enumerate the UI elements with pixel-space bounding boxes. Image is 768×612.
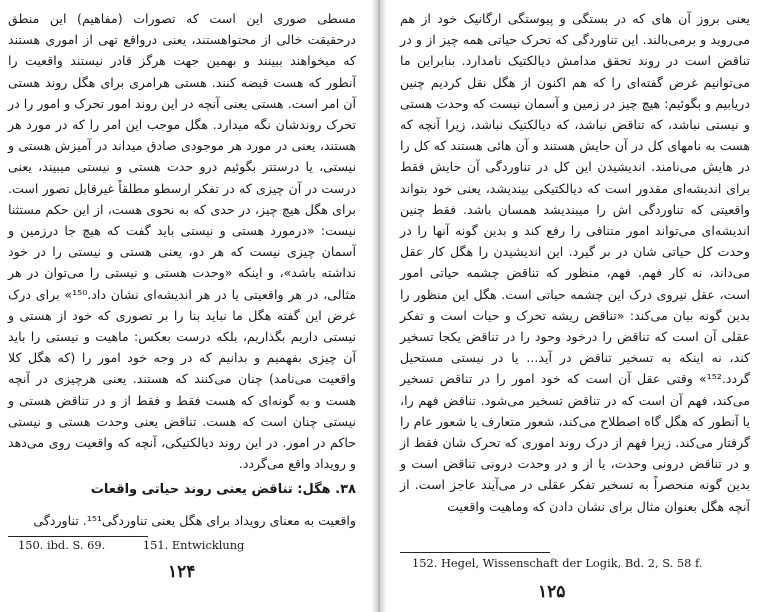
footnote-151: 151. Entwicklung — [142, 538, 245, 552]
right-page — [386, 0, 768, 612]
footnote-152: 152. Hegel, Wissenschaft der Logik, Bd. 2, S. 58 f. — [412, 556, 703, 570]
section-body-text: واقعیت به معنای رویداد برای هگل یعنی تناوردگی¹⁵¹. تناوردگی — [33, 513, 356, 528]
section-heading: ۳۸. هگل: تناقض یعنی روند حیاتی واقعات — [90, 482, 356, 497]
left-page-body-text: مسطی صوری این است که تصورات (مفاهیم) این منطق درحقیقت خالی از محتواهستند، یعنی درواقع تهی از اموری هستند که میخواهند ببینند و بهمین جهت هرگز قادر نیستند واقعیت را آنطور که هست قبضه کنند. هستی هرامری برای هگل روند هستی آن امر است. هستی یعنی آنچه در این روند امور تحرک و امور را در تحرک روندشان نگه میدارد. هگل موجب این امر را که در مورد هر هستند، یعنی در مورد هر موجودی صادق میداند در آمیزش هستی و نیستی، یا درستتر بگوئیم درو حدت هستی و نیستی میبیند، یعنی درست در آن چیزی که در تفکر ارسطو مطلقاً غیرقابل تصور است. برای هگل هیچ چیز، در حدی که به نحوی هست، از این حکم مستثنا نیست: «درمورد هستی و نیستی باید گفت که هیچ جا درزمین و آسمان چیزی نیست که هر دو، یعنی هستی و نیستی را در خود نداشته باشد»، و اینکه «وحدت هستی و نیستی را می‌توان در هر مثالی، در هر واقعیتی یا در هر اندیشه‌ای نشان داد.¹⁵⁰» برای درک غرض این گفته هگل ما نباید بنا را بر تصوری که خود از هستی و نیستی داریم بگذاریم، بلکه درست بعکس: ماهیت و نیستی را باید آن چیزی بفهمیم و بدانیم که در وجه خود امور را (که هگل کلا واقعیت می‌نامد) چنان می‌کنند که هستند. یعنی هرچیزی در آنچه هست و به گونه‌ای که هست فقط و فقط از و در تناقض هستی و نیستی چنان است که هست. تناقض یعنی وحدت هستی و نیستی حاکم در امور. در این روند دیالکتیکی، آنچه که واقعیت روی می‌دهد و رویداد واقع می‌گردد. — [8, 11, 357, 472]
right-page-body-text: یعنی بروز آن های که در بستگی و پیوستگی ارگانیک خود از هم می‌روید و برمی‌بالند. این تناوردگی که تحرک حیاتی همه چیز از و در تناقض است در روند تحقق مدامش دیالکتیک نامدارد. بنابراین ما می‌توانیم غرض گفته‌ای را که هم اکنون از هگل نقل کردیم چنین دریابیم و بگوئیم: هیچ چیز در زمین و آسمان نیست که وحدت هستی و نیستی نباشد، که تناقض نباشد، که دیالکتیک نباشد، زیرا آنچه که هست به نامهای کل در آن حایش هستند و آن هائی هستند که کل را در هایش می‌نامند. اندیشیدن این کل در تناوردگی آن حایش فقط برای اندیشه‌ای مقدور است که دیالکتیکی بیندیشد، یعنی خود بتواند واقعیتی که تناوردگی اش را میبندیشد همسان باشد. فقط چنین اندیشه‌ای می‌تواند امور متنافی را رفع کند و بدین گونه آنها را در وحدت کل حیاتی شان در بر گیرد. این اندیشیدن را هگل کار عقل می‌داند، نه کار فهم. فهم، منظور که تناقض چشمه حیاتی امور است، عقل نیروی درک این چشمه حیاتی است. هگل این منظور را بدین گونه بیان می‌کند: «تناقض ریشه تحرک و حیات است و تفکر عقلی آن است که تناقض را درخود وحود را در تناقض یکجا تسخیر کند، نه اینکه به تسخیر تناقض در آید... یا در نیستی مستحیل گردد.¹⁵²» وقتی عقل آن است که خود امور را در تناقض تسخیر می‌کند، فهم آن است که در تناقض تسخیر می‌شود. تناقض فهم را، یا آنطور که هگل گاه اصطلاح می‌کند، شعور متعارف یا شعور عام را گرفتار می‌کند. زیرا فهم از درک روند اموری که تحرک شان فقط از و در تناقض درونی وحدت، یا از و در وحدت درونی تناقض است و بدین گونه منحصراً به تسخیر تفکر عقلی در می‌آیند عاجز است. از آنچه هگل بعنوان مثال برای نشان دادن که وماهیت واقعیت — [400, 11, 750, 514]
footnote-rule — [400, 552, 550, 553]
page-number: ۱۲۴ — [168, 562, 196, 582]
left-page — [0, 0, 372, 612]
page-number: ۱۲۵ — [538, 582, 566, 602]
footnote-150: 150. ibd. S. 69. — [18, 538, 106, 552]
book-gutter — [372, 0, 386, 612]
footnotes — [18, 538, 244, 552]
footnote-rule — [8, 536, 148, 537]
